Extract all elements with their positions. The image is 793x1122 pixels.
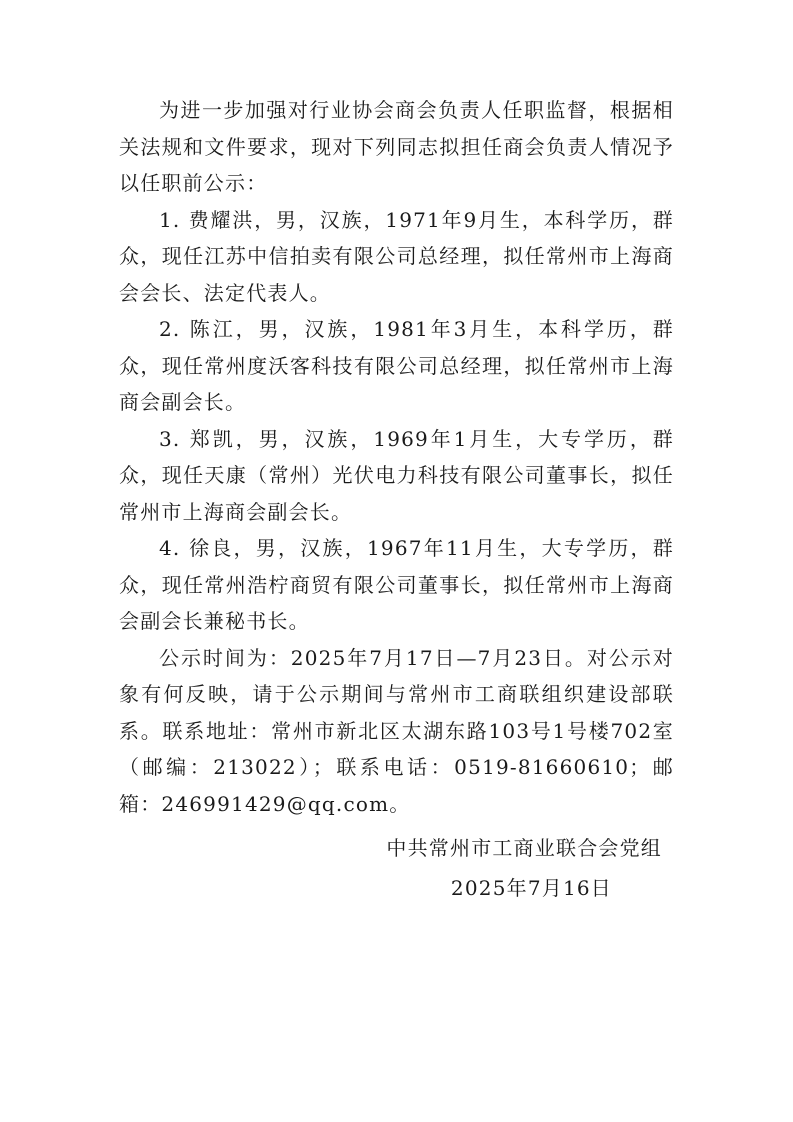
issue-date: 2025年7月16日: [450, 876, 612, 900]
signature-block: [386, 828, 662, 908]
candidate-item-3: 3. 郑凯，男，汉族，1969年1月生，大专学历，群众，现任天康（常州）光伏电力科技有限公司董事长，拟任常州市上海商会副会长。: [119, 426, 674, 524]
notice-paragraph: 公示时间为：2025年7月17日—7月23日。对公示对象有何反映，请于公示期间与常州市工商联组织建设部联系。联系地址：常州市新北区太湖东路103号1号楼702室（邮编：213022）；联系电话：0519-81660610；邮箱：246991429@qq.com。: [119, 645, 674, 816]
intro-paragraph: 为进一步加强对行业协会商会负责人任职监督，根据相关法规和文件要求，现对下列同志拟担任商会负责人情况予以任职前公示：: [119, 98, 674, 195]
candidate-item-2: 2. 陈江，男，汉族，1981年3月生，本科学历，群众，现任常州度沃客科技有限公司总经理，拟任常州市上海商会副会长。: [119, 317, 674, 414]
document-body: [119, 92, 674, 822]
candidate-item-1: 1. 费耀洪，男，汉族，1971年9月生，本科学历，群众，现任江苏中信拍卖有限公司总经理，拟任常州市上海商会会长、法定代表人。: [119, 207, 674, 305]
candidate-item-4: 4. 徐良，男，汉族，1967年11月生，大专学历，群众，现任常州浩柠商贸有限公司董事长，拟任常州市上海商会副会长兼秘书长。: [119, 536, 674, 633]
issuer-name: 中共常州市工商业联合会党组: [386, 836, 662, 860]
